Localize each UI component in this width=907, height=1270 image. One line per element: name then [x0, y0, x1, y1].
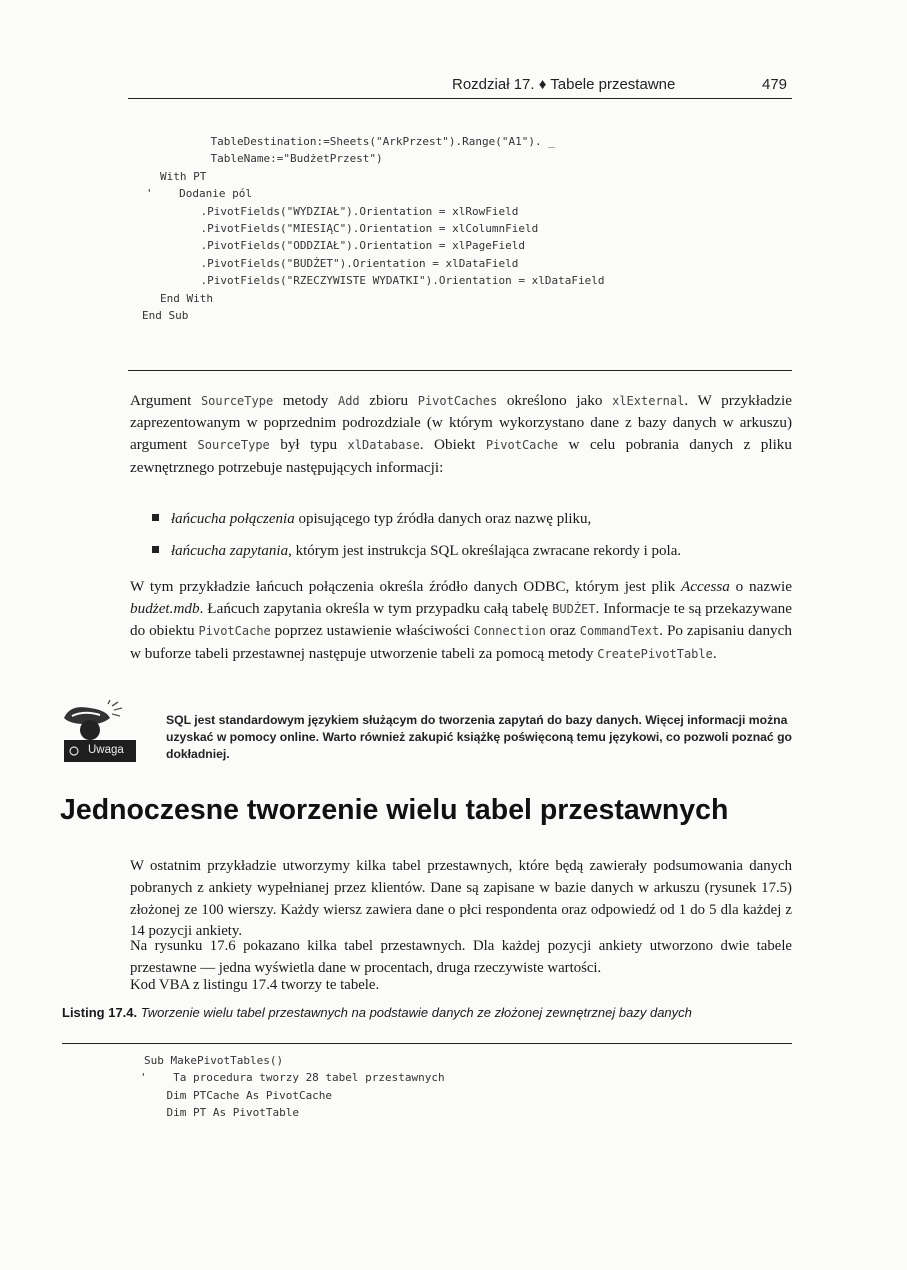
code-block-top: [140, 133, 604, 324]
code-line: End With: [160, 291, 213, 305]
code-line: ' Dodanie pól: [146, 187, 252, 201]
code-line: .PivotFields("WYDZIAŁ").Orientation = xlRowField: [174, 204, 519, 218]
listing-caption: Listing 17.4. Tworzenie wielu tabel przestawnych na podstawie danych ze złożonej zewnętrznej bazy danych: [62, 1005, 692, 1020]
code-line: Dim PTCache As PivotCache: [140, 1088, 333, 1102]
note-icon: [60, 700, 138, 764]
body-paragraph: W ostatnim przykładzie utworzymy kilka tabel przestawnych, które będą zawierały podsumowania danych pobranych z ankiety wypełnianej przez klientów. Dane są zapisane w bazie danych w arkuszu (rysunek 17.5) złożonej ze 100 wierszy. Każdy wiersz zawiera dane o płci respondenta oraz odpowiedź od 1 do 5 dla każdej z 14 pozycji ankiety.: [130, 858, 792, 940]
body-paragraph: Kod VBA z listingu 17.4 tworzy te tabele.: [130, 977, 380, 993]
code-line: End Sub: [142, 309, 189, 323]
running-header-title: Rozdział 17. ♦ Tabele przestawne: [452, 76, 676, 93]
paragraph-connection: W tym przykładzie łańcuch połączenia określa źródło danych ODBC, którym jest plik Accessa o nazwie budżet.mdb. Łańcuch zapytania określa w tym przypadku całą tabelę BUDŻET. Informacje te są przekazywane do obiektu PivotCache poprzez ustawienie właściwości Connection oraz CommandText. Po zapisaniu danych w buforze tabeli przestawnej następuje utworzenie tabeli za pomocą metody CreatePivotTable.: [130, 578, 793, 662]
code-line: .PivotFields("RZECZYWISTE WYDATKI").Orientation = xlDataField: [174, 274, 605, 288]
note-text: SQL jest standardowym językiem służącym do tworzenia zapytań do bazy danych. Więcej informacji można uzyskać w pomocy online. Warto również zakupić książkę poświęconą temu językowi, co pozwoli poznać go dokładniej.: [166, 713, 792, 761]
code-line: .PivotFields("ODDZIAŁ").Orientation = xlPageField: [174, 239, 525, 253]
code-line: Sub MakePivotTables(): [144, 1054, 284, 1067]
bullet-square-icon: [152, 514, 159, 521]
code-line: ' Ta procedura tworzy 28 tabel przestawnych: [140, 1071, 445, 1085]
section-heading: Jednoczesne tworzenie wielu tabel przestawnych: [60, 794, 729, 826]
page-number: 479: [762, 76, 788, 93]
list-item: łańcucha zapytania, którym jest instrukcja SQL określająca zwracane rekordy i pola.: [152, 540, 681, 562]
code-line: With PT: [160, 169, 207, 183]
code-line: Dim PT As PivotTable: [140, 1106, 299, 1120]
body-paragraph: Na rysunku 17.6 pokazano kilka tabel przestawnych. Dla każdej pozycji ankiety utworzono dwie tabele przestawne — jedna wyświetla dane w procentach, druga rzeczywiste wartości.: [130, 938, 792, 976]
bullet-square-icon: [152, 546, 159, 553]
code-line: .PivotFields("BUDŻET").Orientation = xlDataField: [174, 256, 519, 270]
code-line: TableName:="BudżetPrzest"): [184, 152, 383, 166]
code-block-bottom: [140, 1052, 445, 1122]
listing-rule: [62, 1043, 792, 1044]
code-bottom-rule: [128, 370, 792, 371]
paragraph-sourcetype: Argument SourceType metody Add zbioru PivotCaches określono jako xlExternal. W przykładzie zaprezentowanym w poprzednim podrozdziale (w którym wykorzystano dane z bazy danych w arkuszu) argument SourceType był typu xlDatabase. Obiekt PivotCache w celu pobrania danych z pliku zewnętrznego potrzebuje następujących informacji:: [130, 392, 793, 476]
code-line: TableDestination:=Sheets("ArkPrzest").Range("A1"). _: [184, 135, 555, 148]
header-rule: [128, 98, 792, 99]
code-line: .PivotFields("MIESIĄC").Orientation = xlColumnField: [174, 222, 539, 236]
note-icon-label: Uwaga: [88, 744, 124, 756]
list-item: łańcucha połączenia opisującego typ źródła danych oraz nazwę pliku,: [152, 508, 591, 530]
